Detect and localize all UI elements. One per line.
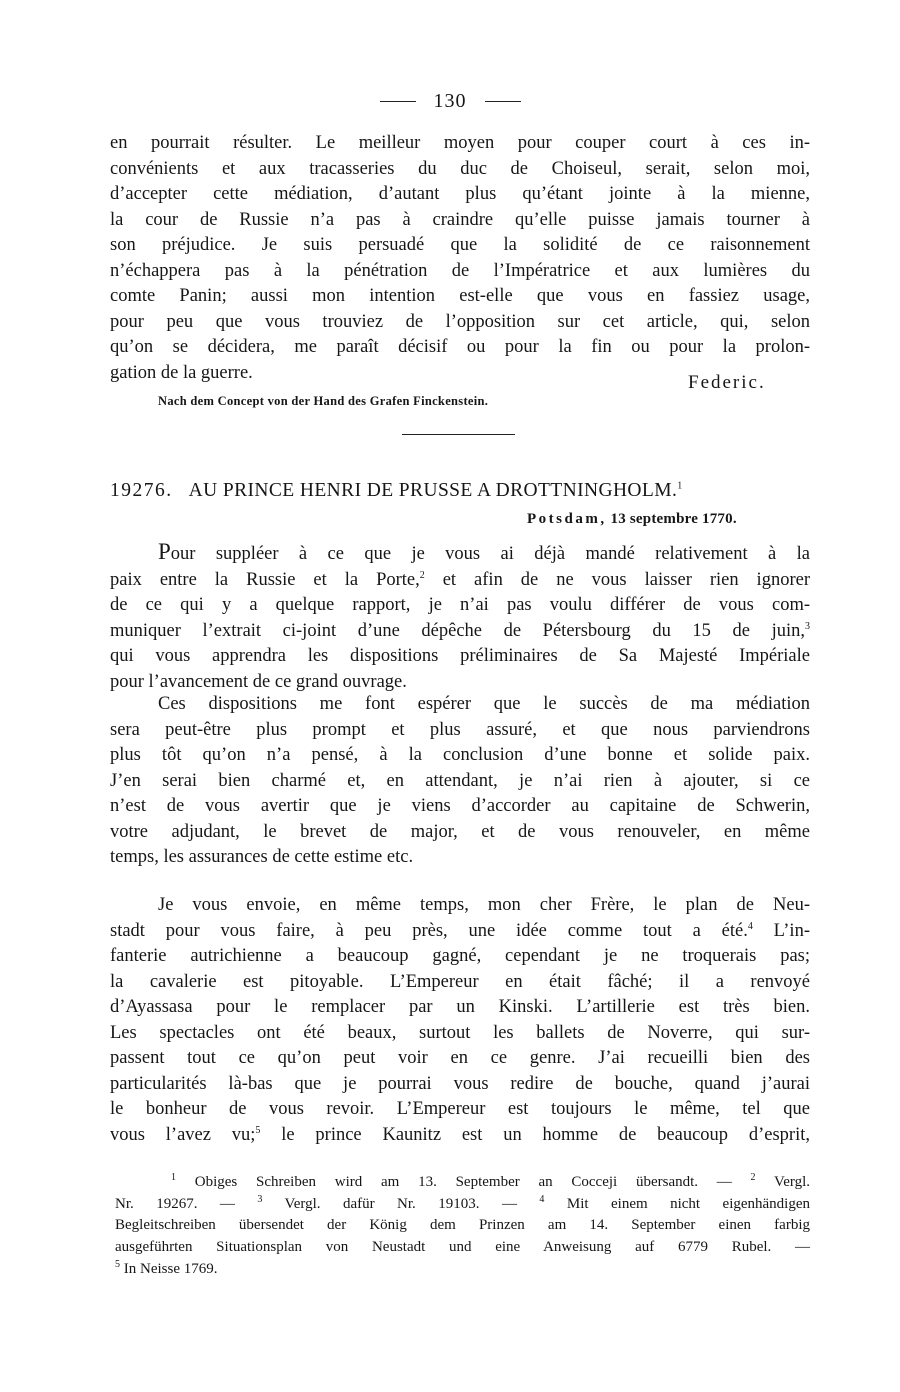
section-divider [402,434,515,435]
text-line: la cavalerie est pitoyable. L’Empereur en était fâché; il a renvoyé [110,971,810,992]
signature: Federic. [688,372,766,393]
letter-paragraph-3 [110,893,810,1148]
footnote-marker: 2 [419,569,425,581]
footnote-marker: 1 [677,480,683,492]
text-line: d’Ayassasa pour le remplacer par un Kinski. L’artillerie est très bien. [110,997,810,1017]
text-line: pour l’avancement de ce grand ouvrage. [110,671,407,692]
dateline [527,511,737,528]
footnote-number: 3 [257,1193,263,1205]
text-line: J’en serai bien charmé et, en attendant, je n’ai rien à ajouter, si ce [110,770,810,791]
text-line: particularités là-bas que je pourrai vous redire de bouche, quand j’aurai [110,1073,810,1094]
text-line: en pourrait résulter. Le meilleur moyen pour couper court à ces in- [110,133,810,153]
closing-paragraph [110,131,810,386]
letter-recipient: AU PRINCE HENRI DE PRUSSE A DROTTNINGHOLM. [188,480,678,501]
text-line: Pour suppléer à ce que je vous ai déjà mandé relativement à la [158,539,810,564]
text-line: le bonheur de vous revoir. L’Empereur est toujours le même, tel que [110,1099,810,1119]
source-note: Nach dem Concept von der Hand des Grafen Finckenstein. [158,394,489,408]
footnote-number: 5 [115,1258,120,1270]
footnote-line: Begleitschreiben übersendet der König dem Prinzen am 14. September einen farbig [115,1217,810,1234]
letter-number: 19276. [110,480,173,501]
text-line: comte Panin; aussi mon intention est-elle que vous en fassiez usage, [110,286,810,306]
letter-paragraph-1 [110,539,810,695]
text-line: d’accepter cette médiation, d’autant plus qu’étant jointe à la mienne, [110,184,810,204]
footnote-line: $^5$ In Neisse 1769. [115,1258,218,1277]
text-line: stadt pour vous faire, à peu près, une idée comme tout a été.$^4$ L’in- [110,920,810,941]
footnote-number: 2 [750,1172,756,1183]
page-number: 130 [433,89,467,112]
text-line: Les spectacles ont été beaux, surtout les ballets de Noverre, qui sur- [110,1022,810,1043]
text-line: passent tout ce qu’on peut voir en ce genre. J’ai recueilli bien des [110,1048,810,1068]
footnotes [115,1172,810,1281]
text-line: votre adjudant, le brevet de major, et de vous renouveler, en même [110,821,810,842]
dateline-place: Potsdam, [527,511,607,527]
text-line: Je vous envoie, en même temps, mon cher Frère, le plan de Neu- [158,895,810,915]
text-line: paix entre la Russie et la Porte,$^2$ et afin de ne vous laisser rien ignorer [110,569,810,590]
dateline-date: 13 septembre 1770. [610,511,737,527]
footnote-marker: 5 [255,1124,261,1136]
text-line: son préjudice. Je suis persuadé que la solidité de ce raisonnement [110,235,810,255]
text-line: n’est de vous avertir que je viens d’accorder au capitaine de Schwerin, [110,796,810,816]
text-line: pour peu que vous trouviez de l’opposition sur cet article, qui, selon [110,311,810,332]
page-header [0,86,900,116]
footnote-marker: 3 [805,620,810,632]
text-line: vous l’avez vu;$^5$ le prince Kaunitz est un homme de beaucoup d’esprit, [110,1124,810,1145]
text-line: Ces dispositions me font espérer que le succès de ma médiation [158,694,810,714]
footnote-marker: 4 [747,920,753,932]
text-line: qui vous apprendra les dispositions préliminaires de Sa Majesté Impériale [110,646,810,666]
header-rule-right [485,101,521,102]
text-line: gation de la guerre. [110,362,253,383]
footnote-line: ausgeführten Situationsplan von Neustadt und eine Anweisung auf 6779 Rubel. — [115,1239,810,1256]
text-line: convénients et aux tracasseries du duc de Choiseul, serait, selon moi, [110,158,810,179]
footnote-number: 4 [539,1193,545,1205]
text-line: de ce qui y a quelque rapport, je n’ai pas voulu différer de vous com- [110,595,810,615]
header-rule-left [380,101,416,102]
text-line: temps, les assurances de cette estime etc. [110,847,414,867]
letter-paragraph-2 [110,692,810,871]
text-line: fanterie autrichienne a beaucoup gagné, cependant je ne troquerais pas; [110,946,810,966]
drop-cap: P [158,539,171,564]
footnote-number: 1 [171,1172,176,1183]
text-line: n’échappera pas à la pénétration de l’Impératrice et aux lumières du [110,260,810,281]
text-line: la cour de Russie n’a pas à craindre qu’elle puisse jamais tourner à [110,209,810,230]
letter-heading [110,480,810,502]
text-line: plus tôt qu’on n’a pensé, à la conclusion d’une bonne et solide paix. [110,745,810,765]
text-line: sera peut-être plus prompt et plus assuré, et que nous parviendrons [110,719,810,740]
text-line: qu’on se décidera, me paraît décisif ou pour la fin ou pour la prolon- [110,337,810,357]
footnote-line: $^1$ Obiges Schreiben wird am 13. September an Cocceji übersandt. — $^2$ Vergl. [171,1172,811,1190]
footnote-line: Nr. 19267. — $^3$ Vergl. dafür Nr. 19103. — $^4$ Mit einem nicht eigenhändigen [115,1193,811,1212]
text-line: muniquer l’extrait ci-joint d’une dépêche de Pétersbourg du 15 de juin,$^3$ [110,620,810,641]
